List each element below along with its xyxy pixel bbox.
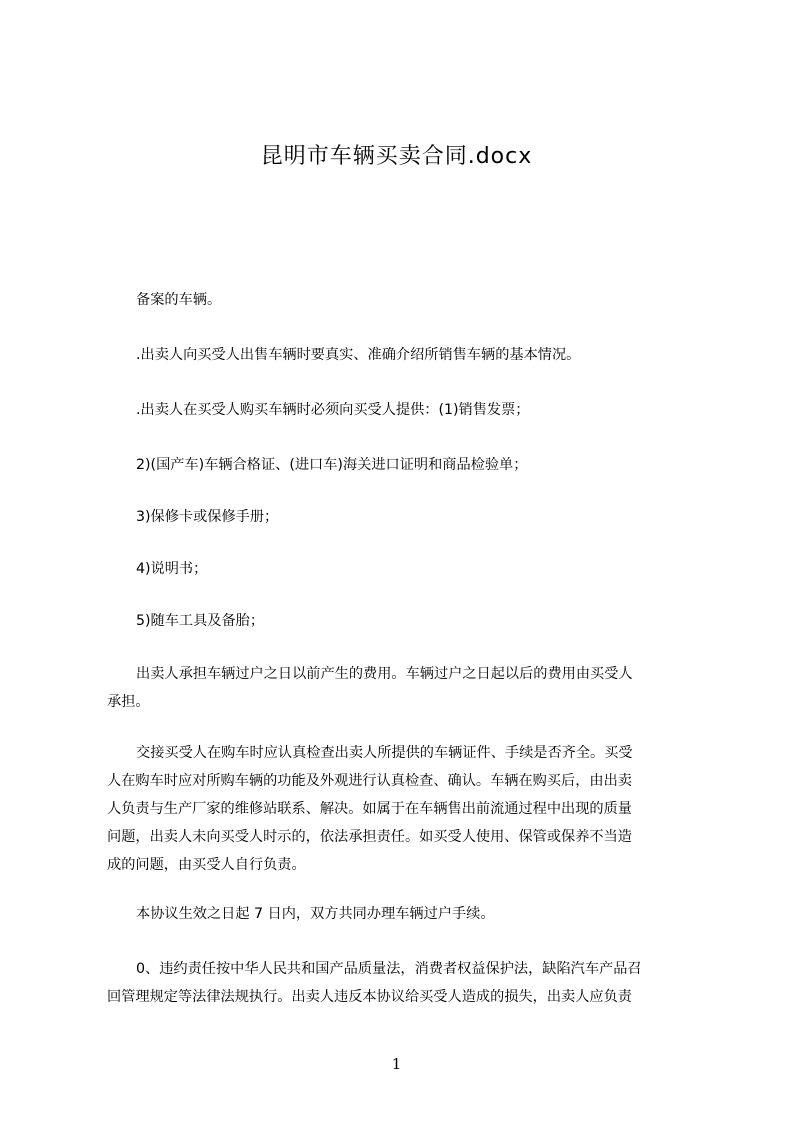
paragraph-registered-vehicle: 备案的车辆。 xyxy=(136,292,222,308)
page-number: 1 xyxy=(391,1055,402,1073)
paragraph-certificates: 2)(国产车)车辆合格证、(进口车)海关进口证明和商品检验单； xyxy=(136,457,528,473)
paragraph-fees xyxy=(107,660,702,716)
paragraph-inspection xyxy=(107,739,702,879)
paragraph-liability-line: 回管理规定等法律法规执行。出卖人违反本协议给买受人造成的损失，出卖人应负责 xyxy=(107,989,632,1005)
paragraph-tools: 5)随车工具及备胎； xyxy=(136,613,265,629)
paragraph-fees-line: 出卖人承担车辆过户之日以前产生的费用。车辆过户之日起以后的费用由买受人 xyxy=(136,666,633,682)
paragraph-transfer: 本协议生效之日起 7 日内，双方共同办理车辆过户手续。 xyxy=(136,906,495,922)
paragraph-inspection-line: 问题，出卖人未向买受人时示的，依法承担责任。如买受人使用、保管或保养不当造 xyxy=(107,829,632,845)
paragraph-manual: 4)说明书； xyxy=(136,561,208,577)
paragraph-liability xyxy=(107,955,702,1011)
paragraph-fees-line: 承担。 xyxy=(107,694,150,710)
paragraph-inspection-line: 人负责与生产厂家的维修站联系、解决。如属于在车辆售出前流通过程中出现的质量 xyxy=(107,801,632,817)
paragraph-seller-disclosure: .出卖人向买受人出售车辆时要真实、准确介绍所销售车辆的基本情况。 xyxy=(136,347,581,363)
paragraph-warranty: 3)保修卡或保修手册； xyxy=(136,509,279,525)
paragraph-seller-provide: .出卖人在买受人购买车辆时必须向买受人提供：(1)销售发票； xyxy=(136,402,530,418)
document-title: 昆明市车辆买卖合同.docx xyxy=(260,144,533,169)
paragraph-liability-line: 0、违约责任按中华人民共和国产品质量法，消费者权益保护法，缺陷汽车产品召 xyxy=(136,961,642,977)
paragraph-inspection-line: 交接买受人在购车时应认真检查出卖人所提供的车辆证件、手续是否齐全。买受 xyxy=(136,745,633,761)
paragraph-inspection-line: 人在购车时应对所购车辆的功能及外观进行认真检查、确认。车辆在购买后，由出卖 xyxy=(107,773,632,789)
paragraph-inspection-line: 成的问题，由买受人自行负责。 xyxy=(107,857,306,873)
